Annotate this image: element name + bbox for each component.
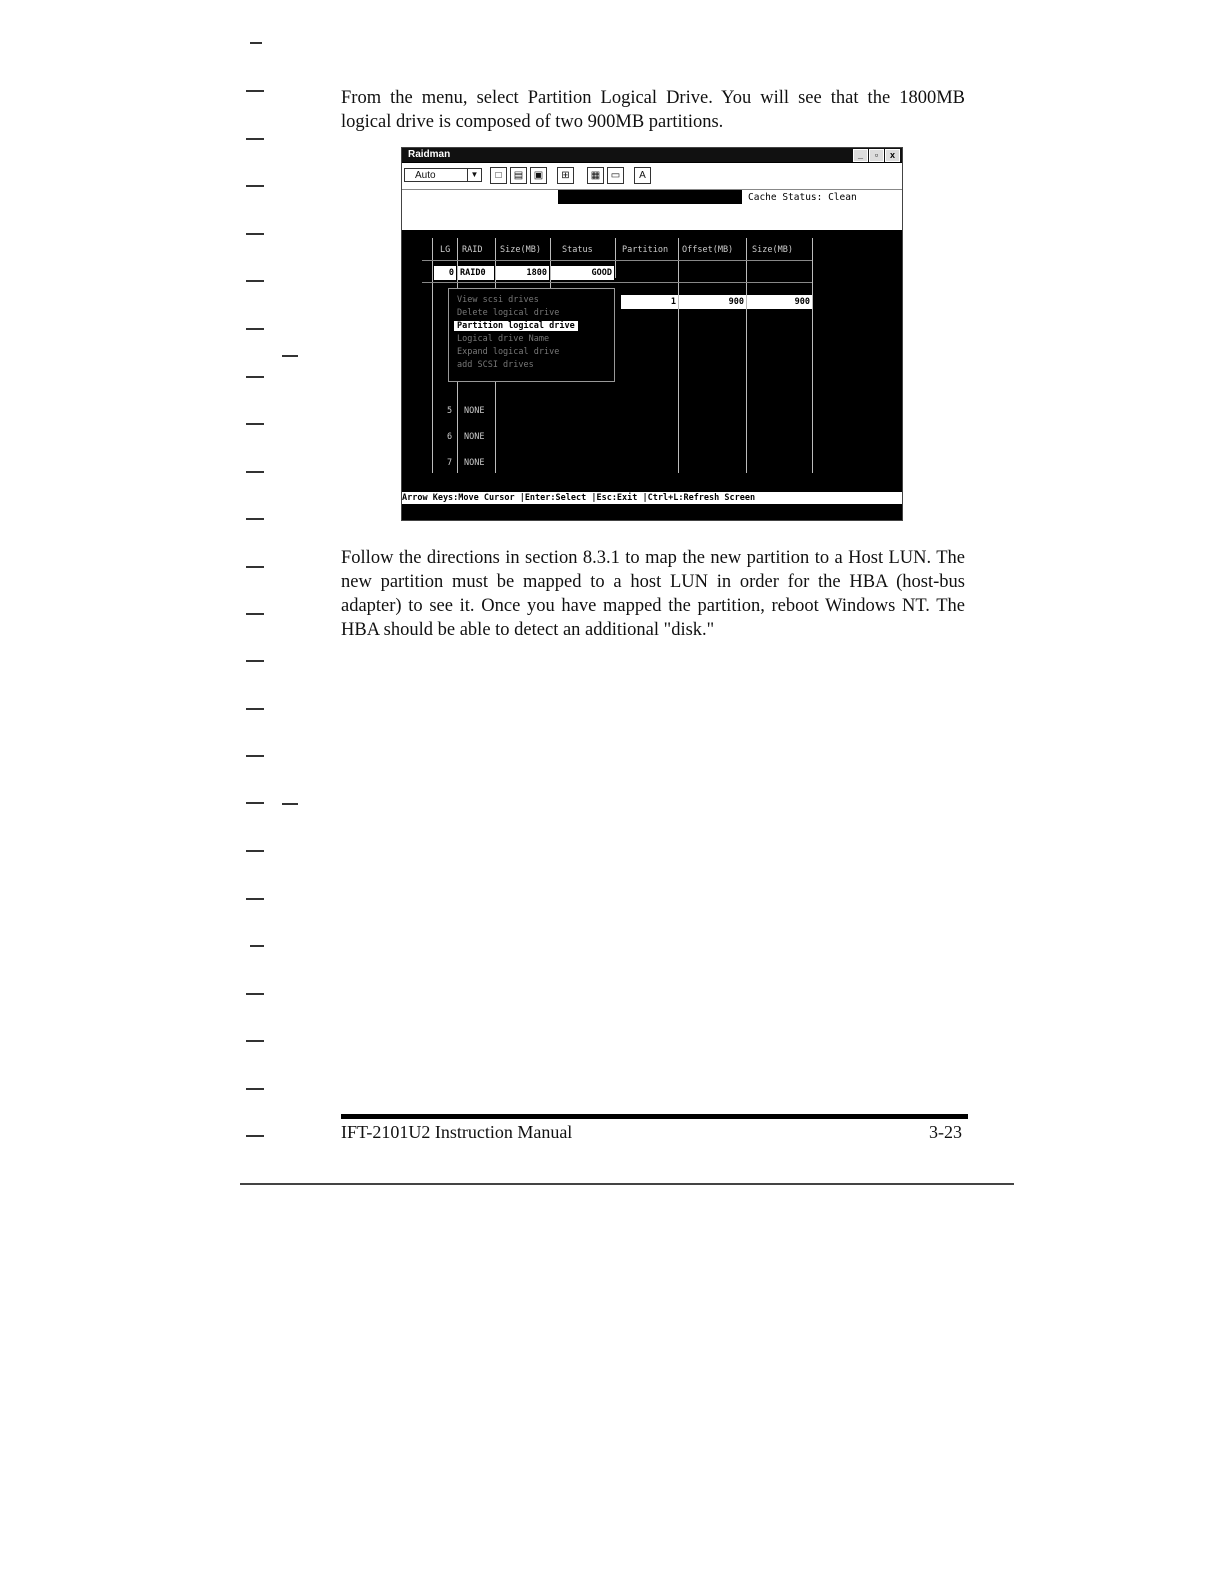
footer-manual-title: IFT-2101U2 Instruction Manual — [341, 1122, 573, 1142]
partition-offset[interactable]: 900 — [679, 295, 746, 309]
col-lg: LG — [440, 245, 451, 255]
maximize-button[interactable]: ▫ — [869, 149, 884, 162]
disk-icon[interactable]: ▦ — [587, 167, 604, 184]
partition-number[interactable]: 1 — [621, 295, 678, 309]
monitor-icon[interactable]: ▭ — [607, 167, 624, 184]
close-button[interactable]: x — [885, 149, 900, 162]
col-status: Status — [562, 245, 593, 255]
toolbar — [402, 163, 902, 190]
menu-partition-logical-drive[interactable]: Partition logical drive — [454, 321, 578, 331]
window-titlebar — [402, 148, 902, 162]
minimize-button[interactable]: _ — [853, 149, 868, 162]
copy-icon[interactable]: ▤ — [510, 167, 527, 184]
row0-size[interactable]: 1800 — [496, 266, 549, 280]
font-icon[interactable]: A — [634, 167, 651, 184]
menu-add-scsi-drives[interactable]: add SCSI drives — [457, 360, 534, 370]
status-area — [402, 190, 902, 230]
window-icon[interactable]: □ — [490, 167, 507, 184]
col-part-size: Size(MB) — [752, 245, 793, 255]
raidman-screenshot — [401, 147, 903, 521]
body-paragraph: Follow the directions in section 8.3.1 to map the new partition to a Host LUN. The new partition must be mapped to a host LUN in order for the HBA (host-bus adapter) to see it. Once you have mapped the partition, reboot Windows NT. The HBA should be able to detect an additional "disk." — [341, 548, 965, 640]
partition-size[interactable]: 900 — [747, 295, 812, 309]
row0-lg[interactable]: 0 — [434, 266, 456, 280]
page-number: 3-23 — [929, 1122, 962, 1142]
mode-select[interactable] — [404, 168, 482, 182]
col-offset: Offset(MB) — [682, 245, 734, 255]
row5-raid: NONE — [464, 406, 485, 416]
cache-status: Cache Status: Clean — [748, 192, 857, 203]
row0-status[interactable]: GOOD — [551, 266, 614, 280]
drive-icon[interactable]: ▣ — [530, 167, 547, 184]
status-black-bar — [558, 190, 742, 204]
row7-lg: 7 — [447, 458, 453, 468]
chevron-down-icon[interactable]: ▼ — [467, 169, 481, 181]
menu-logical-drive-name[interactable]: Logical drive Name — [457, 334, 550, 344]
context-menu — [448, 288, 615, 382]
menu-view-scsi-drives[interactable]: View scsi drives — [457, 295, 539, 305]
mode-select-value: Auto — [415, 170, 436, 181]
footer-rule — [341, 1114, 968, 1119]
intro-paragraph: From the menu, select Partition Logical Drive. You will see that the 1800MB logical drive is composed of two 900MB partitions. — [341, 88, 965, 132]
col-size: Size(MB) — [500, 245, 541, 255]
col-partition: Partition — [622, 245, 669, 255]
binding-margin-marks — [238, 30, 308, 1140]
grid-icon[interactable]: ⊞ — [557, 167, 574, 184]
row6-raid: NONE — [464, 432, 485, 442]
help-bar: Arrow Keys:Move Cursor |Enter:Select |Esc:Exit |Ctrl+L:Refresh Screen — [402, 492, 902, 504]
col-raid: RAID — [462, 245, 483, 255]
row6-lg: 6 — [447, 432, 453, 442]
row5-lg: 5 — [447, 406, 453, 416]
menu-delete-logical-drive[interactable]: Delete logical drive — [457, 308, 560, 318]
menu-expand-logical-drive[interactable]: Expand logical drive — [457, 347, 560, 357]
row7-raid: NONE — [464, 458, 485, 468]
window-title: Raidman — [408, 149, 451, 160]
page-bottom-rule — [240, 1183, 1014, 1185]
row0-raid[interactable]: RAID0 — [458, 266, 494, 280]
